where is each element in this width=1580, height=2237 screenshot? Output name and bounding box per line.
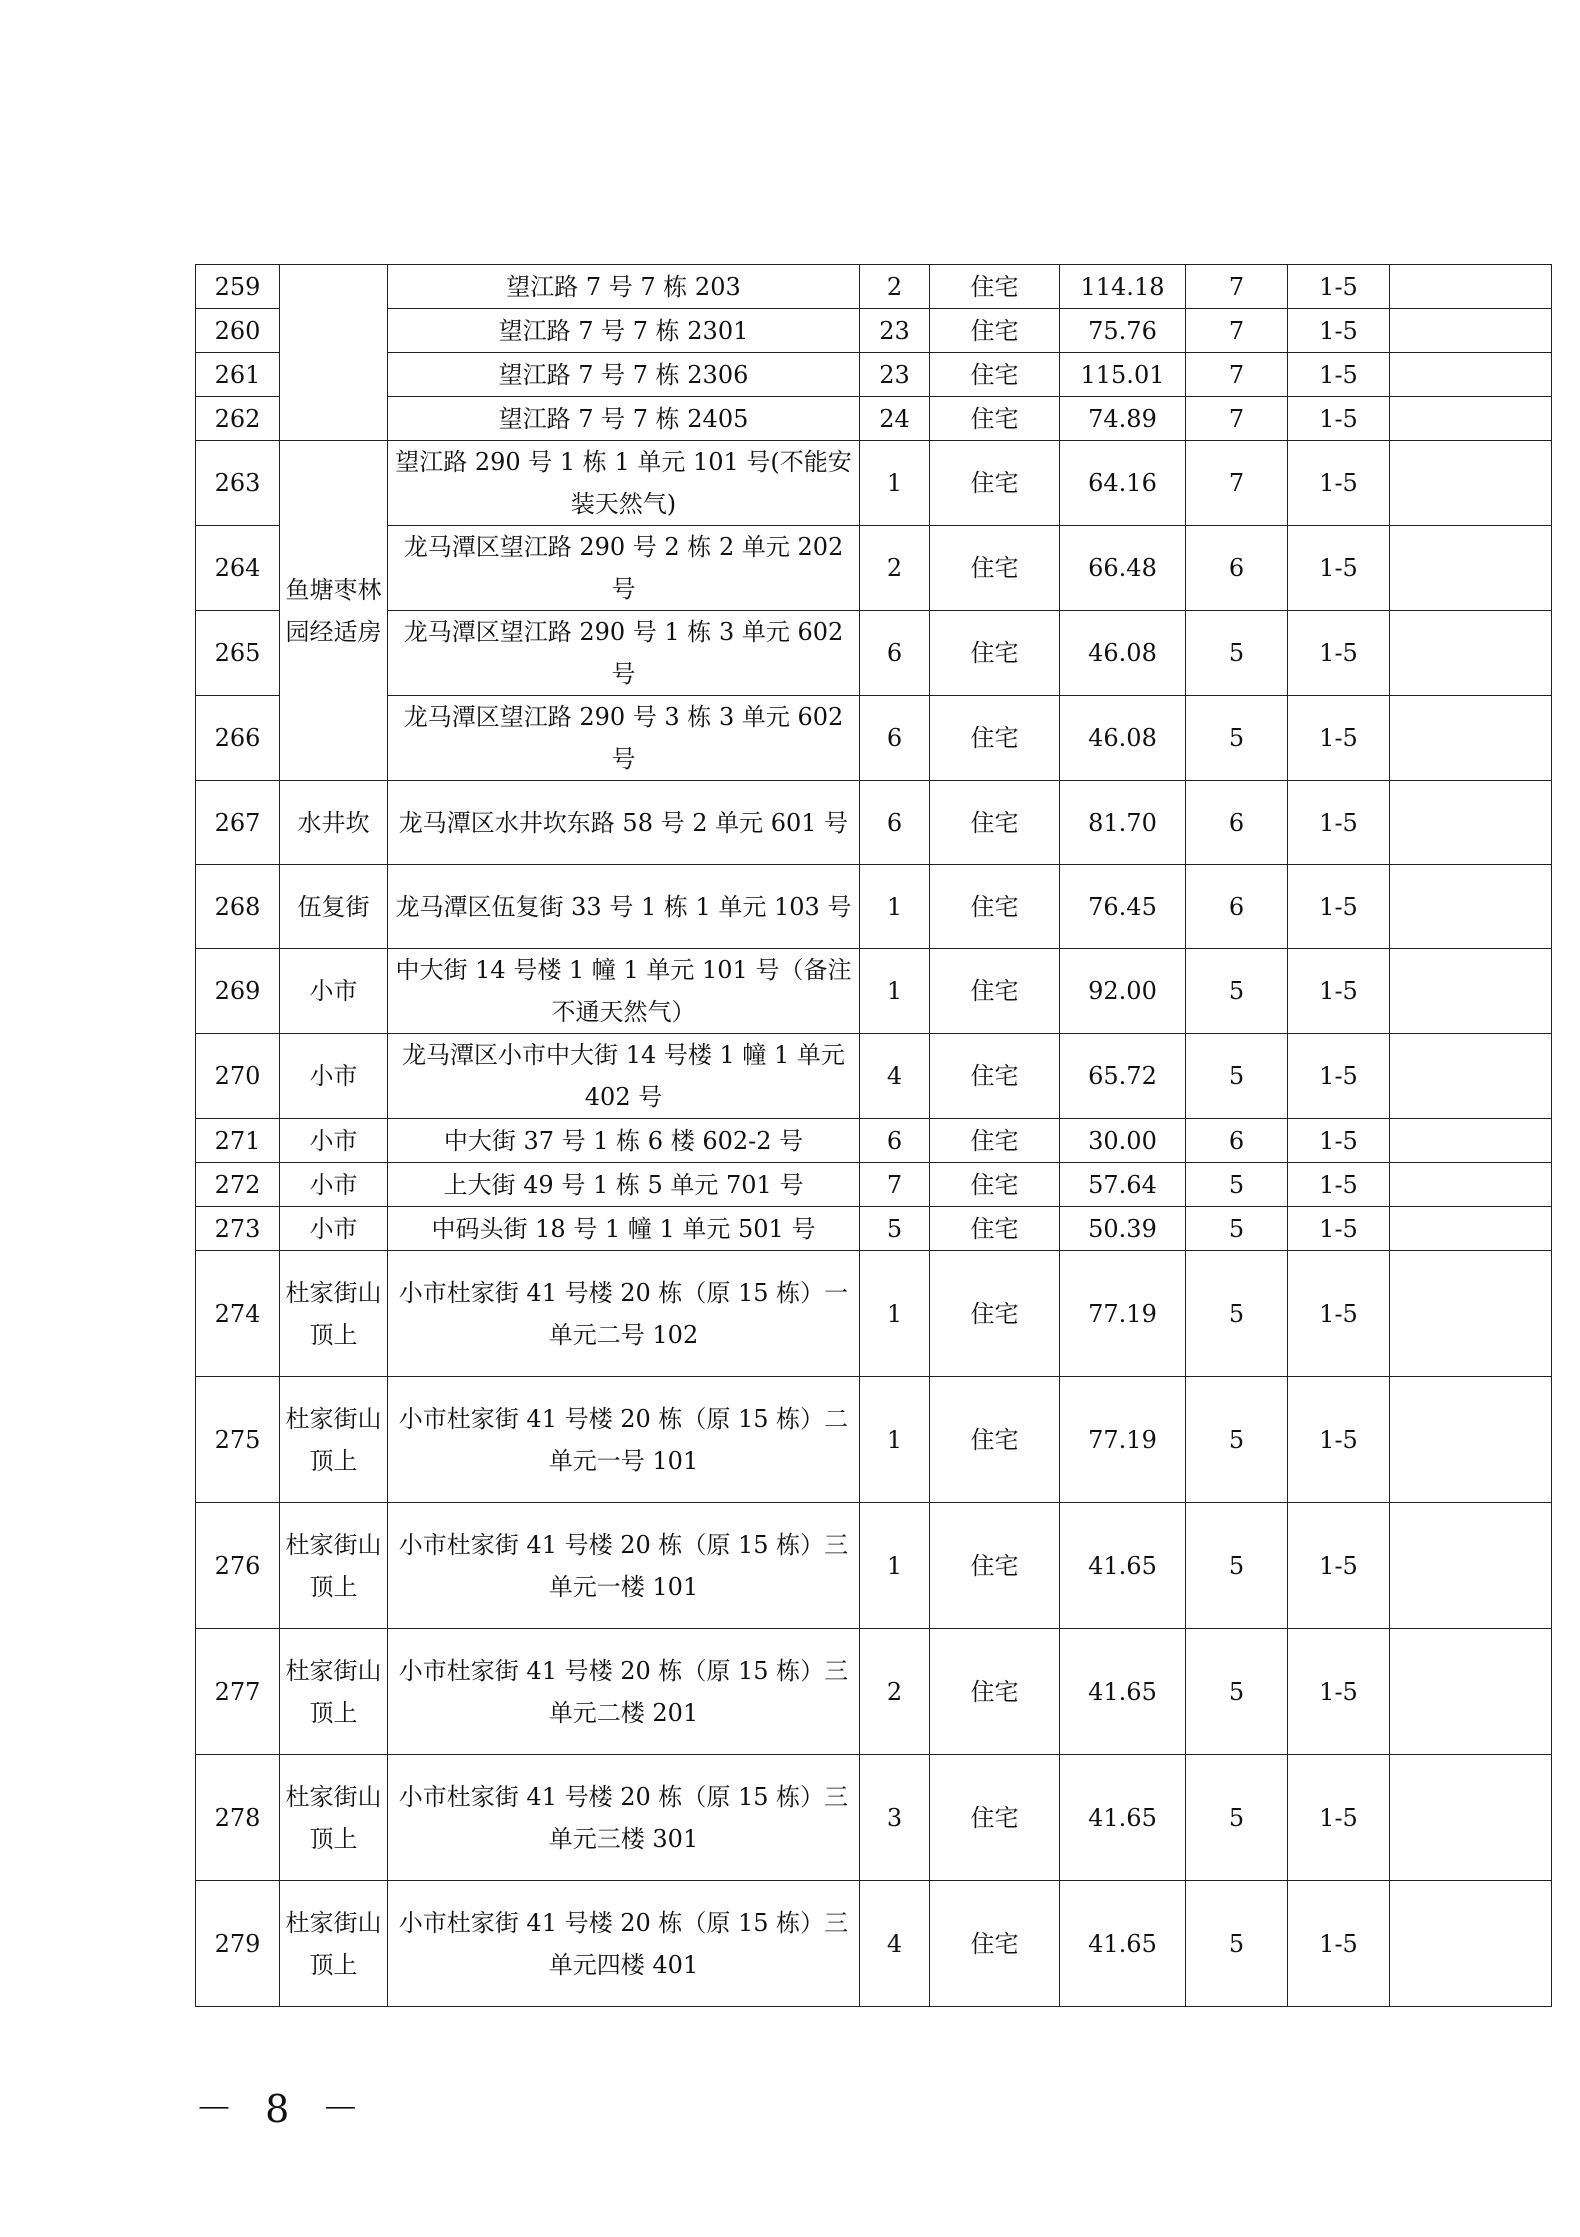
- floor: 23: [860, 309, 930, 353]
- floor: 6: [860, 1119, 930, 1163]
- total-floors: 7: [1186, 441, 1288, 526]
- lease-term: 1-5: [1288, 1119, 1390, 1163]
- area-name: 杜家街山顶上: [280, 1251, 388, 1377]
- remark: [1390, 1251, 1552, 1377]
- floor-area: 75.76: [1060, 309, 1186, 353]
- remark: [1390, 1629, 1552, 1755]
- total-floors: 5: [1186, 1207, 1288, 1251]
- remark: [1390, 1377, 1552, 1503]
- lease-term: 1-5: [1288, 781, 1390, 865]
- area-name: 小市: [280, 1034, 388, 1119]
- total-floors: 5: [1186, 1629, 1288, 1755]
- area-name: 杜家街山顶上: [280, 1377, 388, 1503]
- row-number: 278: [196, 1755, 280, 1881]
- table-row: [196, 1119, 1552, 1163]
- remark: [1390, 865, 1552, 949]
- total-floors: 6: [1186, 781, 1288, 865]
- total-floors: 6: [1186, 1119, 1288, 1163]
- row-number: 264: [196, 526, 280, 611]
- address: 中大街 14 号楼 1 幢 1 单元 101 号（备注不通天然气）: [388, 949, 860, 1034]
- floor: 6: [860, 611, 930, 696]
- lease-term: 1-5: [1288, 696, 1390, 781]
- floor: 1: [860, 949, 930, 1034]
- table-row: [196, 1629, 1552, 1755]
- floor: 2: [860, 526, 930, 611]
- total-floors: 5: [1186, 1034, 1288, 1119]
- row-number: 263: [196, 441, 280, 526]
- total-floors: 5: [1186, 1503, 1288, 1629]
- usage: 住宅: [930, 526, 1060, 611]
- total-floors: 7: [1186, 309, 1288, 353]
- lease-term: 1-5: [1288, 1881, 1390, 2007]
- row-number: 279: [196, 1881, 280, 2007]
- usage: 住宅: [930, 441, 1060, 526]
- row-number: 268: [196, 865, 280, 949]
- remark: [1390, 1207, 1552, 1251]
- floor-area: 65.72: [1060, 1034, 1186, 1119]
- row-number: 267: [196, 781, 280, 865]
- usage: 住宅: [930, 1755, 1060, 1881]
- address: 小市杜家街 41 号楼 20 栋（原 15 栋）一单元二号 102: [388, 1251, 860, 1377]
- address: 望江路 290 号 1 栋 1 单元 101 号(不能安装天然气): [388, 441, 860, 526]
- total-floors: 7: [1186, 397, 1288, 441]
- table-row: [196, 949, 1552, 1034]
- remark: [1390, 1755, 1552, 1881]
- area-cell-empty: [280, 265, 388, 441]
- address: 小市杜家街 41 号楼 20 栋（原 15 栋）三单元一楼 101: [388, 1503, 860, 1629]
- table-row: [196, 309, 1552, 353]
- usage: 住宅: [930, 1881, 1060, 2007]
- floor-area: 115.01: [1060, 353, 1186, 397]
- floor: 24: [860, 397, 930, 441]
- address: 龙马潭区望江路 290 号 2 栋 2 单元 202 号: [388, 526, 860, 611]
- floor-area: 81.70: [1060, 781, 1186, 865]
- floor-area: 76.45: [1060, 865, 1186, 949]
- floor: 5: [860, 1207, 930, 1251]
- usage: 住宅: [930, 1503, 1060, 1629]
- address: 望江路 7 号 7 栋 2405: [388, 397, 860, 441]
- remark: [1390, 611, 1552, 696]
- table-row: [196, 1251, 1552, 1377]
- usage: 住宅: [930, 949, 1060, 1034]
- usage: 住宅: [930, 781, 1060, 865]
- total-floors: 5: [1186, 1163, 1288, 1207]
- floor: 7: [860, 1163, 930, 1207]
- floor-area: 74.89: [1060, 397, 1186, 441]
- table-row: [196, 1034, 1552, 1119]
- row-number: 271: [196, 1119, 280, 1163]
- address: 上大街 49 号 1 栋 5 单元 701 号: [388, 1163, 860, 1207]
- floor-area: 92.00: [1060, 949, 1186, 1034]
- remark: [1390, 397, 1552, 441]
- floor: 1: [860, 441, 930, 526]
- floor-area: 30.00: [1060, 1119, 1186, 1163]
- area-name: 伍复街: [280, 865, 388, 949]
- lease-term: 1-5: [1288, 1251, 1390, 1377]
- lease-term: 1-5: [1288, 1034, 1390, 1119]
- lease-term: 1-5: [1288, 865, 1390, 949]
- area-name: 小市: [280, 1119, 388, 1163]
- area-name: 杜家街山顶上: [280, 1629, 388, 1755]
- total-floors: 7: [1186, 265, 1288, 309]
- address: 小市杜家街 41 号楼 20 栋（原 15 栋）三单元二楼 201: [388, 1629, 860, 1755]
- remark: [1390, 1503, 1552, 1629]
- area-name: 杜家街山顶上: [280, 1881, 388, 2007]
- table-row: [196, 1755, 1552, 1881]
- table-row: [196, 865, 1552, 949]
- floor: 6: [860, 696, 930, 781]
- address: 龙马潭区伍复街 33 号 1 栋 1 单元 103 号: [388, 865, 860, 949]
- usage: 住宅: [930, 865, 1060, 949]
- remark: [1390, 309, 1552, 353]
- total-floors: 7: [1186, 353, 1288, 397]
- floor-area: 50.39: [1060, 1207, 1186, 1251]
- floor: 6: [860, 781, 930, 865]
- row-number: 270: [196, 1034, 280, 1119]
- usage: 住宅: [930, 1119, 1060, 1163]
- remark: [1390, 1881, 1552, 2007]
- remark: [1390, 265, 1552, 309]
- row-number: 260: [196, 309, 280, 353]
- total-floors: 5: [1186, 1755, 1288, 1881]
- lease-term: 1-5: [1288, 397, 1390, 441]
- table-row: [196, 1377, 1552, 1503]
- address: 龙马潭区小市中大街 14 号楼 1 幢 1 单元 402 号: [388, 1034, 860, 1119]
- floor: 4: [860, 1881, 930, 2007]
- floor-area: 41.65: [1060, 1881, 1186, 2007]
- remark: [1390, 949, 1552, 1034]
- address: 龙马潭区望江路 290 号 3 栋 3 单元 602 号: [388, 696, 860, 781]
- floor-area: 64.16: [1060, 441, 1186, 526]
- address: 小市杜家街 41 号楼 20 栋（原 15 栋）三单元四楼 401: [388, 1881, 860, 2007]
- lease-term: 1-5: [1288, 1503, 1390, 1629]
- lease-term: 1-5: [1288, 309, 1390, 353]
- floor-area: 77.19: [1060, 1251, 1186, 1377]
- usage: 住宅: [930, 353, 1060, 397]
- floor: 1: [860, 1251, 930, 1377]
- total-floors: 5: [1186, 1881, 1288, 2007]
- usage: 住宅: [930, 696, 1060, 781]
- area-name: 小市: [280, 1207, 388, 1251]
- floor-area: 46.08: [1060, 611, 1186, 696]
- page-number: － 8 －: [195, 2087, 370, 2131]
- floor: 2: [860, 1629, 930, 1755]
- address: 中码头街 18 号 1 幢 1 单元 501 号: [388, 1207, 860, 1251]
- lease-term: 1-5: [1288, 265, 1390, 309]
- lease-term: 1-5: [1288, 1207, 1390, 1251]
- remark: [1390, 1034, 1552, 1119]
- table-row: [196, 397, 1552, 441]
- address: 望江路 7 号 7 栋 2301: [388, 309, 860, 353]
- total-floors: 5: [1186, 1251, 1288, 1377]
- table-row: [196, 1503, 1552, 1629]
- usage: 住宅: [930, 1207, 1060, 1251]
- floor: 23: [860, 353, 930, 397]
- remark: [1390, 353, 1552, 397]
- remark: [1390, 781, 1552, 865]
- remark: [1390, 696, 1552, 781]
- floor: 3: [860, 1755, 930, 1881]
- usage: 住宅: [930, 1251, 1060, 1377]
- row-number: 273: [196, 1207, 280, 1251]
- table-row: [196, 526, 1552, 611]
- floor-area: 77.19: [1060, 1377, 1186, 1503]
- row-number: 262: [196, 397, 280, 441]
- table-row: [196, 696, 1552, 781]
- usage: 住宅: [930, 397, 1060, 441]
- area-name: 鱼塘枣林园经适房: [280, 441, 388, 781]
- lease-term: 1-5: [1288, 611, 1390, 696]
- area-name: 小市: [280, 1163, 388, 1207]
- address: 龙马潭区望江路 290 号 1 栋 3 单元 602 号: [388, 611, 860, 696]
- floor-area: 41.65: [1060, 1629, 1186, 1755]
- row-number: 261: [196, 353, 280, 397]
- lease-term: 1-5: [1288, 1377, 1390, 1503]
- remark: [1390, 441, 1552, 526]
- usage: 住宅: [930, 1034, 1060, 1119]
- usage: 住宅: [930, 265, 1060, 309]
- row-number: 266: [196, 696, 280, 781]
- table-row: [196, 1163, 1552, 1207]
- usage: 住宅: [930, 1629, 1060, 1755]
- floor-area: 57.64: [1060, 1163, 1186, 1207]
- floor: 1: [860, 1377, 930, 1503]
- floor-area: 41.65: [1060, 1503, 1186, 1629]
- floor-area: 66.48: [1060, 526, 1186, 611]
- table-row: [196, 1207, 1552, 1251]
- address: 小市杜家街 41 号楼 20 栋（原 15 栋）三单元三楼 301: [388, 1755, 860, 1881]
- row-number: 277: [196, 1629, 280, 1755]
- area-name: 杜家街山顶上: [280, 1503, 388, 1629]
- lease-term: 1-5: [1288, 526, 1390, 611]
- table-row: [196, 441, 1552, 526]
- usage: 住宅: [930, 611, 1060, 696]
- usage: 住宅: [930, 309, 1060, 353]
- remark: [1390, 1163, 1552, 1207]
- address: 望江路 7 号 7 栋 2306: [388, 353, 860, 397]
- remark: [1390, 1119, 1552, 1163]
- total-floors: 5: [1186, 696, 1288, 781]
- floor: 2: [860, 265, 930, 309]
- lease-term: 1-5: [1288, 1629, 1390, 1755]
- row-number: 259: [196, 265, 280, 309]
- row-number: 276: [196, 1503, 280, 1629]
- floor: 4: [860, 1034, 930, 1119]
- floor-area: 46.08: [1060, 696, 1186, 781]
- total-floors: 5: [1186, 949, 1288, 1034]
- row-number: 274: [196, 1251, 280, 1377]
- lease-term: 1-5: [1288, 1163, 1390, 1207]
- usage: 住宅: [930, 1377, 1060, 1503]
- housing-table: [195, 264, 1552, 2007]
- address: 小市杜家街 41 号楼 20 栋（原 15 栋）二单元一号 101: [388, 1377, 860, 1503]
- floor: 1: [860, 865, 930, 949]
- row-number: 272: [196, 1163, 280, 1207]
- floor: 1: [860, 1503, 930, 1629]
- area-name: 杜家街山顶上: [280, 1755, 388, 1881]
- total-floors: 5: [1186, 1377, 1288, 1503]
- total-floors: 6: [1186, 865, 1288, 949]
- table-row: [196, 611, 1552, 696]
- lease-term: 1-5: [1288, 353, 1390, 397]
- table-row: [196, 781, 1552, 865]
- lease-term: 1-5: [1288, 949, 1390, 1034]
- row-number: 265: [196, 611, 280, 696]
- lease-term: 1-5: [1288, 1755, 1390, 1881]
- area-name: 水井坎: [280, 781, 388, 865]
- floor-area: 41.65: [1060, 1755, 1186, 1881]
- row-number: 275: [196, 1377, 280, 1503]
- lease-term: 1-5: [1288, 441, 1390, 526]
- remark: [1390, 526, 1552, 611]
- floor-area: 114.18: [1060, 265, 1186, 309]
- total-floors: 5: [1186, 611, 1288, 696]
- area-name: 小市: [280, 949, 388, 1034]
- address: 龙马潭区水井坎东路 58 号 2 单元 601 号: [388, 781, 860, 865]
- table-row: [196, 1881, 1552, 2007]
- address: 望江路 7 号 7 栋 203: [388, 265, 860, 309]
- table-row: [196, 353, 1552, 397]
- usage: 住宅: [930, 1163, 1060, 1207]
- total-floors: 6: [1186, 526, 1288, 611]
- address: 中大街 37 号 1 栋 6 楼 602-2 号: [388, 1119, 860, 1163]
- row-number: 269: [196, 949, 280, 1034]
- table-row: [196, 265, 1552, 309]
